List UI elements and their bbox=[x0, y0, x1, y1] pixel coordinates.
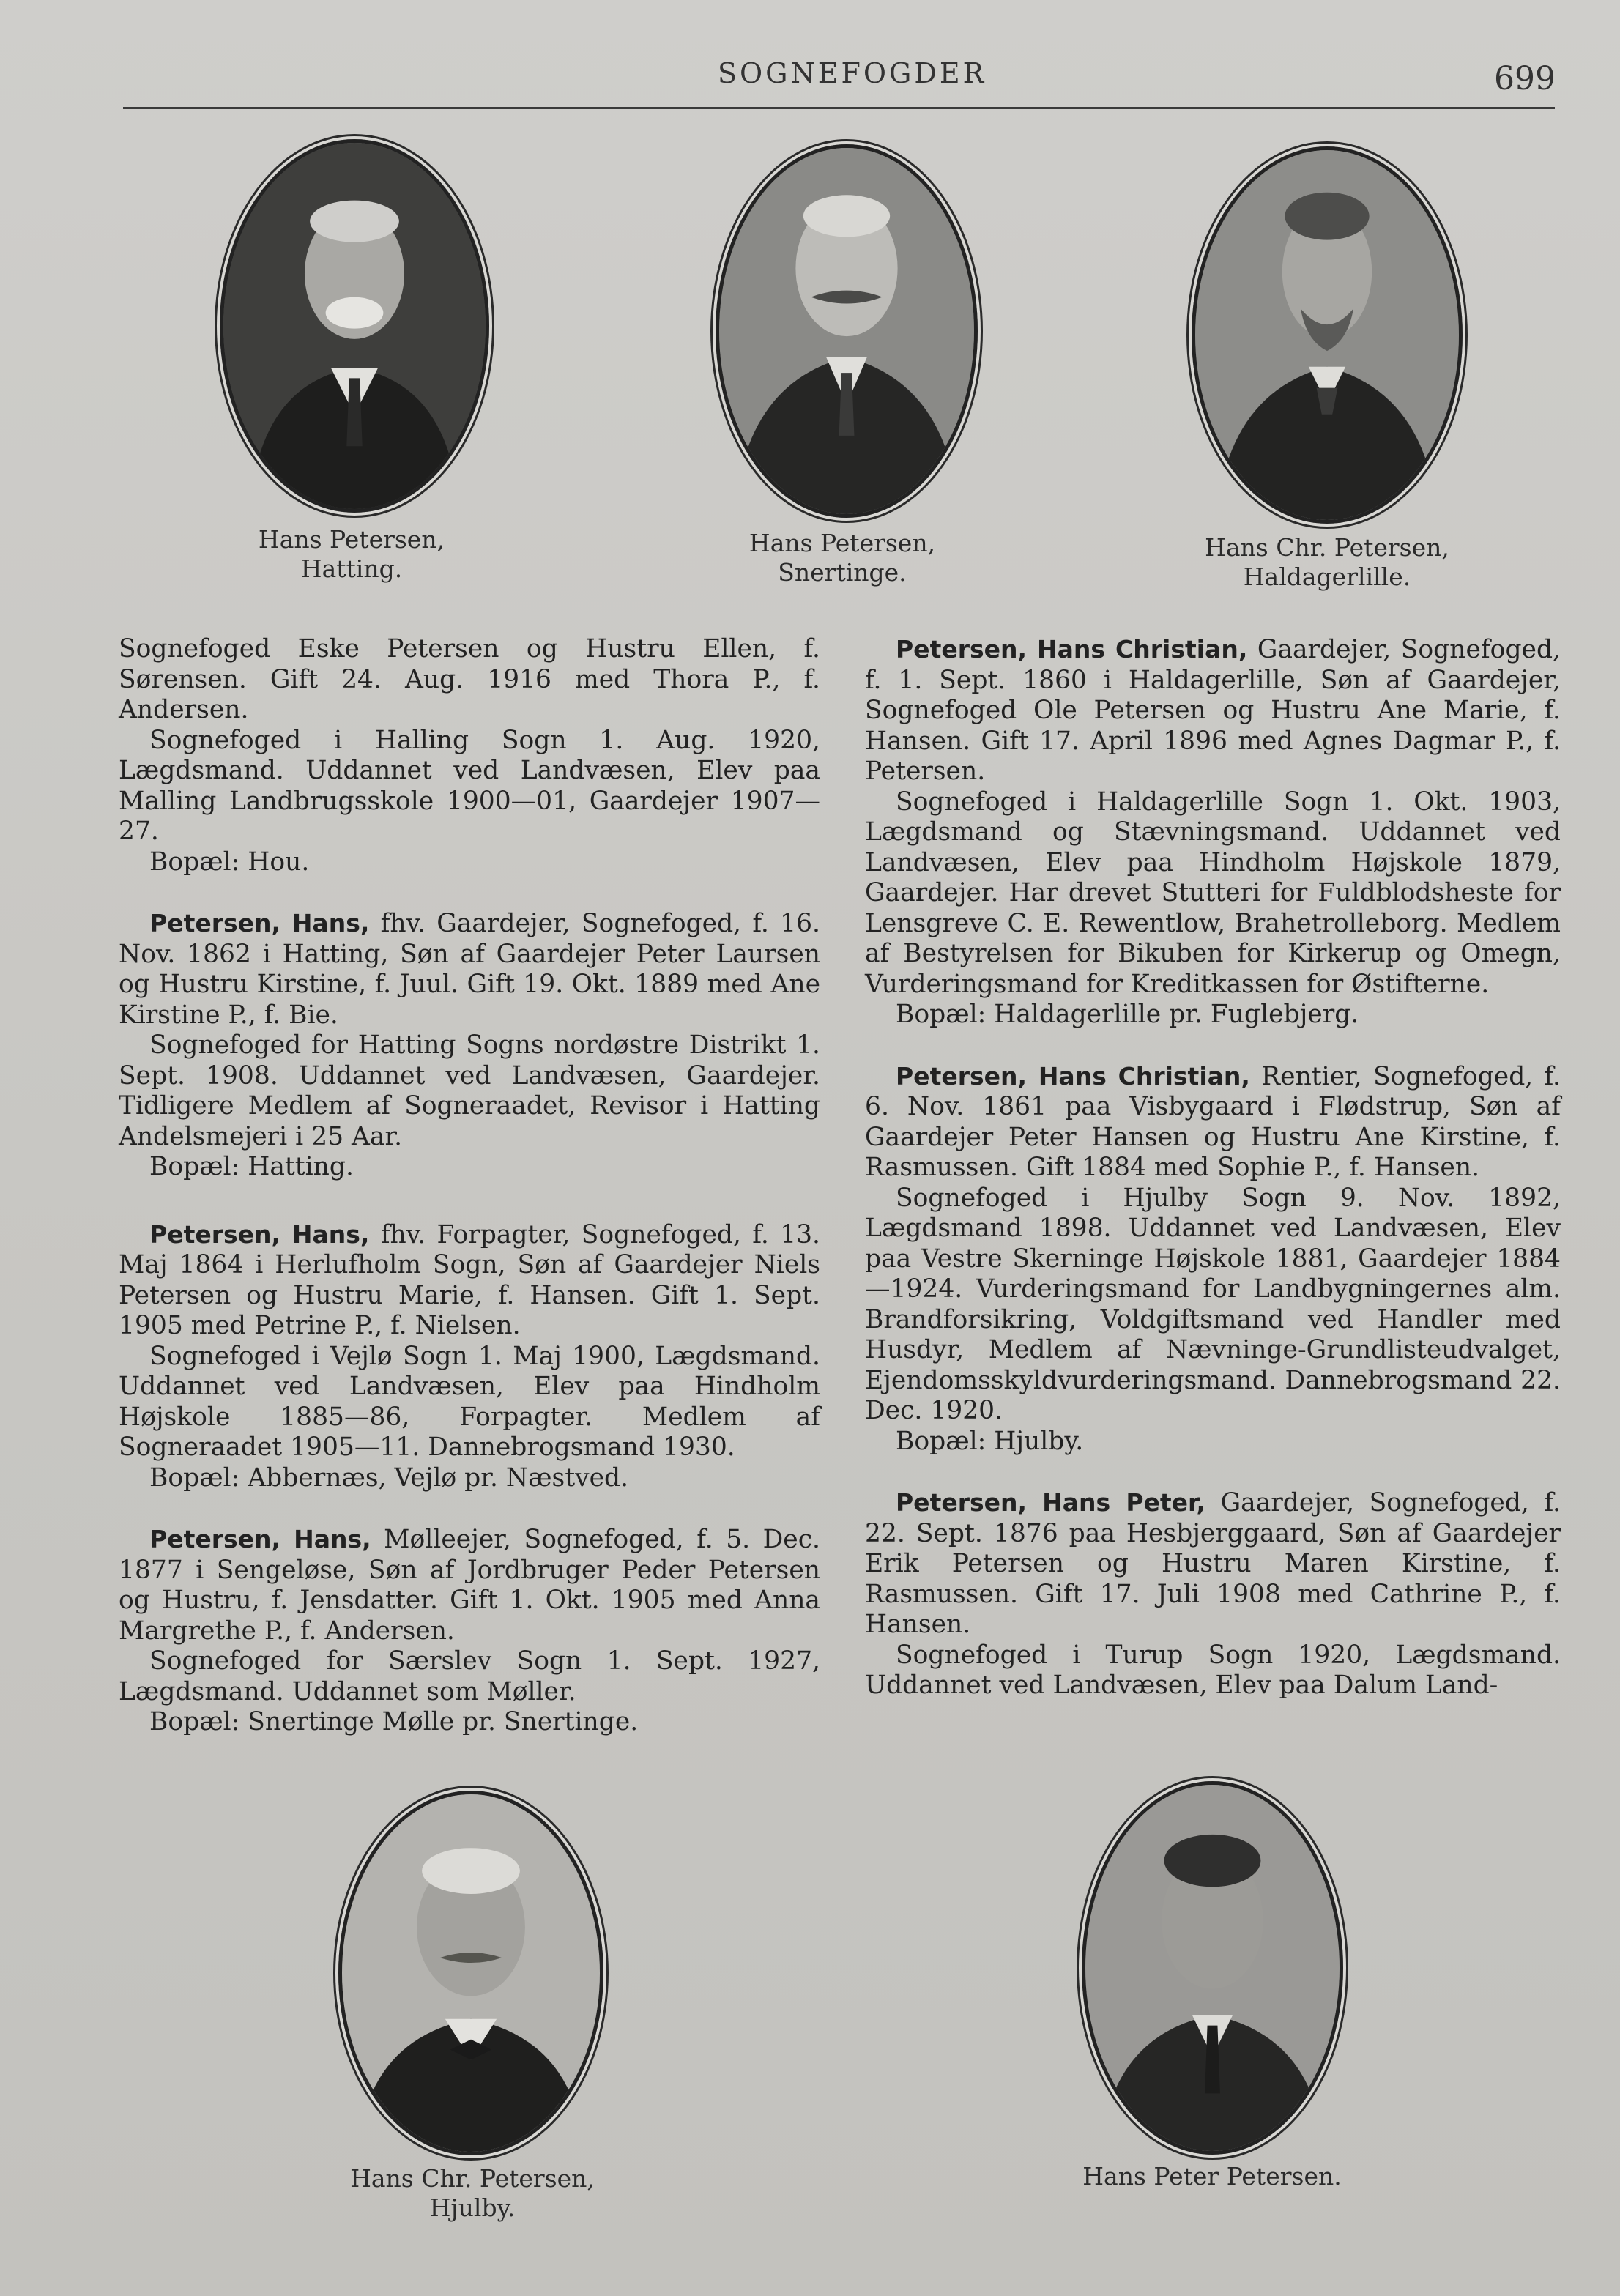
caption-line-1: Hans Petersen, bbox=[258, 525, 445, 554]
entry-name: Petersen, Hans, bbox=[149, 1525, 371, 1553]
portrait-hans-petersen-snertinge bbox=[716, 144, 978, 518]
caption-line-1: Hans Chr. Petersen, bbox=[350, 2164, 595, 2193]
entry-bio: Rentier, Sognefoged, f. 6. Nov. 1861 paa Visbygaard i Flødstrup, Søn af Gaardejer Peter Hansen og Hustru Ane Kirstine, f. Rasmussen. Gift 1884 med Sophie P., f. Hansen. bbox=[865, 1061, 1561, 1182]
entry-office-text: Sognefoged i Turup Sogn 1920, Lægdsmand. Uddannet ved Landvæsen, Elev paa Dalum Land- bbox=[865, 1640, 1561, 1700]
caption-line-1: Hans Chr. Petersen, bbox=[1205, 533, 1449, 562]
caption-portrait-2 bbox=[696, 529, 989, 587]
left-text-column bbox=[119, 634, 820, 1738]
portrait-hans-chr-petersen-haldagerlille bbox=[1192, 146, 1463, 524]
entry-office-text: Sognefoged i Vejlø Sogn 1. Maj 1900, Lægdsmand. Uddannet ved Landvæsen, Elev paa Hindholm Højskole 1885—86, Forpagter. Medlem af Sogneraadet 1905—11. Dannebrogsmand 1930. bbox=[119, 1341, 820, 1462]
entry-hans-petersen-snertinge bbox=[119, 1524, 820, 1646]
entry-office-text: Sognefoged i Halling Sogn 1. Aug. 1920, Lægdsmand. Uddannet ved Landvæsen, Elev paa Malling Landbrugsskole 1900—01, Gaardejer 1907—27. bbox=[119, 725, 820, 846]
entry-bio: Mølleejer, Sognefoged, f. 5. Dec. 1877 i Sengeløse, Søn af Jordbruger Peder Petersen og Hustru, f. Jensdatter. Gift 1. Okt. 1905 med Anna Margrethe P., f. Andersen. bbox=[119, 1525, 820, 1646]
entry-name: Petersen, Hans Christian, bbox=[896, 1061, 1250, 1091]
caption-line-1: Hans Peter Petersen. bbox=[1082, 2162, 1342, 2191]
caption-line-2: Hjulby. bbox=[429, 2193, 516, 2222]
caption-line-2: Haldagerlille. bbox=[1243, 562, 1411, 591]
entry-residence: Bopæl: Hou. bbox=[149, 847, 310, 877]
entry-bio: Gaardejer, Sognefoged, f. 1. Sept. 1860 i Haldagerlille, Søn af Gaardejer, Sognefoged Ole Petersen og Hustru Ane Marie, f. Hansen. Gift 17. April 1896 med Agnes Dagmar P., f. Petersen. bbox=[865, 635, 1561, 786]
entry-residence: Bopæl: Haldagerlille pr. Fuglebjerg. bbox=[896, 1000, 1359, 1029]
portrait-hans-peter-petersen bbox=[1082, 1781, 1343, 2155]
entry-bio: fhv. Forpagter, Sognefoged, f. 13. Maj 1864 i Herlufholm Sogn, Søn af Gaardejer Niels Petersen og Hustru Marie, f. Hansen. Gift 1. Sept. 1905 med Petrine P., f. Nielsen. bbox=[119, 1219, 820, 1340]
entry-residence: Bopæl: Hjulby. bbox=[896, 1426, 1084, 1456]
caption-portrait-3 bbox=[1181, 533, 1474, 592]
portrait-hans-chr-petersen-hjulby bbox=[338, 1791, 603, 2155]
entry-bio: fhv. Gaardejer, Sognefoged, f. 16. Nov. 1862 i Hatting, Søn af Gaardejer Peter Laursen og Hustru Kirstine, f. Juul. Gift 19. Okt. 1889 med Ane Kirstine P., f. Bie. bbox=[119, 909, 820, 1030]
entry-name: Petersen, Hans Peter, bbox=[896, 1488, 1205, 1517]
caption-portrait-4 bbox=[326, 2164, 619, 2223]
entry-continuation-text: Sognefoged Eske Petersen og Hustru Ellen, f. Sørensen. Gift 24. Aug. 1916 med Thora P., f. Andersen. bbox=[119, 634, 820, 724]
entry-name: Petersen, Hans Christian, bbox=[896, 635, 1248, 664]
entry-hans-christian-petersen-hjulby bbox=[865, 1061, 1561, 1184]
entry-hans-petersen-vejlo bbox=[119, 1219, 820, 1342]
page-number: 699 bbox=[1494, 60, 1556, 97]
entry-office-text: Sognefoged for Særslev Sogn 1. Sept. 1927, Lægdsmand. Uddannet som Møller. bbox=[119, 1646, 820, 1706]
entry-name: Petersen, Hans, bbox=[149, 909, 370, 937]
entry-residence: Bopæl: Snertinge Mølle pr. Snertinge. bbox=[149, 1707, 639, 1736]
caption-portrait-1 bbox=[205, 525, 498, 584]
entry-office-text: Sognefoged for Hatting Sogns nordøstre Distrikt 1. Sept. 1908. Uddannet ved Landvæsen, Gaardejer. Tidligere Medlem af Sogneraadet, Revisor i Hatting Andelsmejeri i 25 Aar. bbox=[119, 1030, 820, 1151]
entry-hans-christian-petersen-haldagerlille bbox=[865, 634, 1561, 787]
entry-name: Petersen, Hans, bbox=[149, 1219, 370, 1249]
entry-office-text: Sognefoged i Haldagerlille Sogn 1. Okt. 1903, Lægdsmand og Stævningsmand. Uddannet ved Landvæsen, Elev paa Hindholm Højskole 1879, Gaardejer. Har drevet Stutteri for Fuldblodsheste for Lensgreve C. E. Rewentlow, Brahetrolleborg. Medlem af Bestyrelsen for Bikuben for Kirkerup og Omegn, Vurderingsmand for Kreditkassen for Østifterne. bbox=[865, 787, 1561, 999]
entry-hans-peter-petersen bbox=[865, 1487, 1561, 1641]
entry-hans-petersen-hatting bbox=[119, 908, 820, 1030]
caption-portrait-5 bbox=[1062, 2162, 1362, 2191]
caption-line-2: Hatting. bbox=[300, 554, 403, 583]
portrait-hans-petersen-hatting bbox=[220, 139, 489, 513]
header-rule bbox=[123, 107, 1555, 109]
entry-office-text: Sognefoged i Hjulby Sogn 9. Nov. 1892, Lægdsmand 1898. Uddannet ved Landvæsen, Elev paa Vestre Skerninge Højskole 1881, Gaardejer 1884—1924. Vurderingsmand for Landbygningernes alm. Brandforsikring, Voldgiftsmand ved Handler med Husdyr, Medlem af Nævninge-Grundlisteudvalget, Ejendomsskyldvurderingsmand. Dannebrogsmand 22. Dec. 1920. bbox=[865, 1183, 1561, 1425]
caption-line-1: Hans Petersen, bbox=[748, 529, 936, 557]
running-header: SOGNEFOGDER bbox=[718, 57, 987, 89]
entry-residence: Bopæl: Abbernæs, Vejlø pr. Næstved. bbox=[149, 1463, 629, 1493]
caption-line-2: Snertinge. bbox=[778, 558, 907, 587]
entry-residence: Bopæl: Hatting. bbox=[149, 1152, 354, 1181]
entry-bio: Gaardejer, Sognefoged, f. 22. Sept. 1876 paa Hesbjerggaard, Søn af Gaardejer Erik Petersen og Hustru Maren Kirstine, f. Rasmussen. Gift 17. Juli 1908 med Cathrine P., f. Hansen. bbox=[865, 1488, 1561, 1639]
right-text-column bbox=[865, 634, 1561, 1701]
